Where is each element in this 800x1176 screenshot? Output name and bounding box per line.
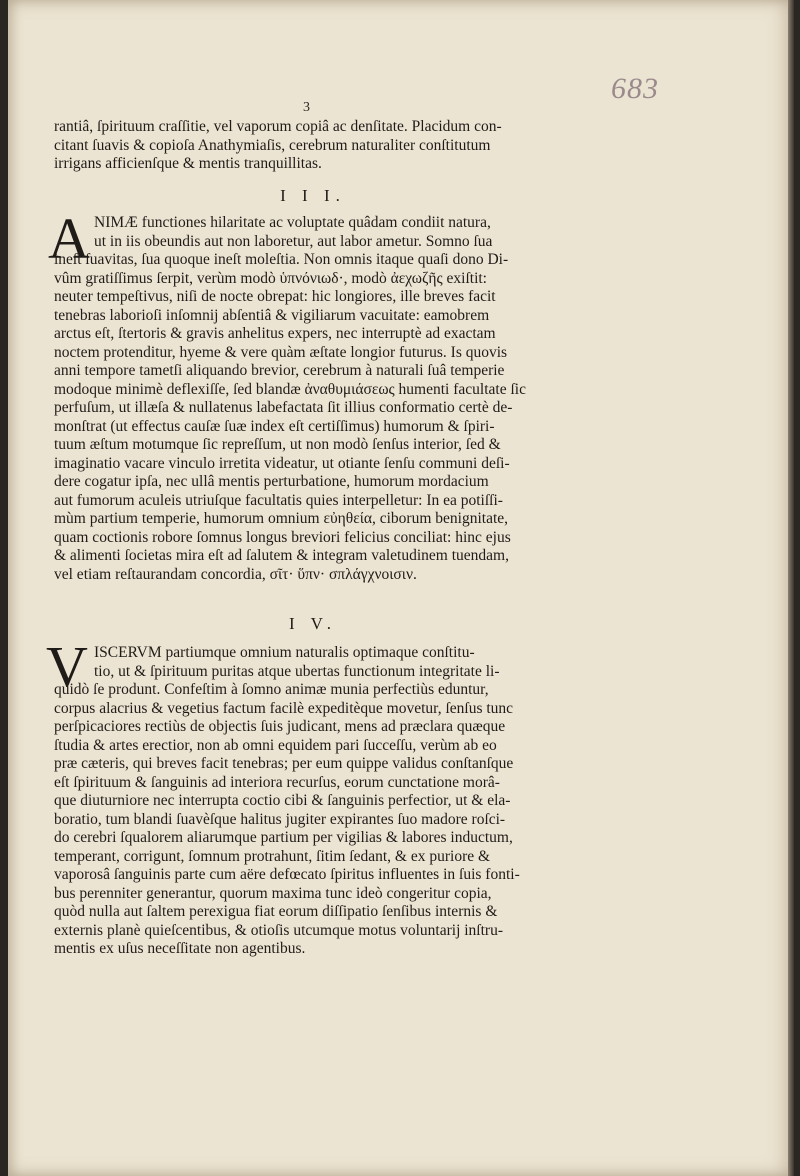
text-line: temperant, corrigunt, ſomnum protrahunt, ſitim ſedant, & ex puriore & [54,847,491,865]
drop-cap-a: A [48,206,90,271]
text-line: bus perenniter generantur, quorum maxima tunc ideò congeritur copia, [54,884,492,902]
text-line: mentis ex uſus neceſſitate non agentibus. [54,940,306,957]
text-line: vel etiam reſtaurandam concordia, σῖτ· ὕπν· σπλάγχνοισιν. [54,565,417,583]
text-line: do cerebri ſqualorem aliarumque partium per vigilias & labores inductum, [54,829,513,846]
text-line: tio, ut & ſpirituum puritas atque ubertas functionum integritate li- [94,662,500,680]
text-line: anni tempore tametſi aliquando brevior, cerebrum à naturali ſuâ temperie [54,362,505,379]
section-3-paragraph [54,214,570,584]
text-line: tenebras laborioſi inſomnij abſentiâ & vigiliarum vacuitate: eamobrem [54,306,490,324]
text-line: tuum æſtum motumque ſic repreſſum, ut non modò ſenſus interior, ſed & [54,436,501,453]
text-line: modoque minimè deflexiſſe, ſed blandæ ἀναθυμιάσεως humenti facultate ſic [54,380,526,398]
text-line: quam coctionis robore ſomnus longus breviori felicius conciliat: hinc ejus [54,528,511,546]
text-line: ineſt ſuavitas, ſua quoque ineſt moleſtia. Non omnis itaque quaſi dono Di- [54,251,509,268]
text-line: citant ſuavis & copioſa Anathymiaſis, cerebrum naturaliter conſtitutum [54,136,491,154]
text-line: quòd nulla aut ſaltem perexigua fiat eorum diſſipatio ſenſibus internis & [54,903,498,920]
text-line: aut fumorum aculeis utriuſque facultatis quies interpelletur: In ea potiſſi- [54,491,503,509]
text-line: monſtrat (ut effectus cauſæ ſuæ index eſt certiſſimus) humorum & ſpiri- [54,417,495,435]
text-line: NIMÆ functiones hilaritate ac voluptate quâdam condiit natura, [94,214,491,231]
section-heading-3: I I I. [280,186,346,205]
text-line: neuter tempeſtivus, niſi de nocte obrepat: hic longiores, ille breves facit [54,288,496,305]
text-line: rantiâ, ſpirituum craſſitie, vel vaporum copiâ ac denſitate. Placidum con- [54,118,502,135]
text-line: perſpicaciores rectiùs de objectis ſuis judicant, mens ad præclara quæque [54,718,506,735]
text-line: præ cæteris, qui breves facit tenebras; per eum quippe validus conſtanſque [54,755,514,772]
opening-paragraph [54,118,570,174]
text-line: eſt ſpirituum & ſanguinis ad interiora recurſus, eorum cunctatione morâ- [54,773,500,791]
text-line: vûm gratiſſimus ſerpit, verùm modò ὑπνόνιωδ·, modò ἀεχωζῆς exiſtit: [54,269,487,287]
text-line: externis planè quieſcentibus, & otioſis utcumque motus voluntarij inſtru- [54,921,503,939]
text-line: ut in iis obeundis aut non laboretur, aut labor ametur. Somno ſua [94,232,493,250]
book-page [8,0,794,1176]
text-line: boratio, tum blandi ſuavèſque halitus jugiter expirantes ſuo madore roſci- [54,810,506,828]
page-edge [788,0,794,1176]
text-line: imaginatio vacare vinculo irretita videatur, ut otiante ſenſu communi deſi- [54,454,510,472]
text-line: mùm partium temperie, humorum omnium εὐηθεία, ciborum benignitate, [54,510,509,527]
signature-mark: 3 [303,100,310,115]
section-heading-4: I V. [289,614,337,633]
drop-cap-v: V [46,634,88,699]
text-line: irrigans afficienſque & mentis tranquillitas. [54,155,322,172]
text-line: vaporosâ ſanguinis parte cum aëre defœcato ſpiritus influentes in ſuis fonti- [54,866,520,883]
text-line: ISCERVM partiumque omnium naturalis optimaque conſtitu- [94,644,475,661]
text-line: arctus eſt, ſtertoris & gravis anhelitus expers, nec interruptè ad exactam [54,325,496,342]
text-line: dere cogatur ipſa, nec ullâ mentis perturbatione, humorum mordacium [54,473,489,490]
section-4-paragraph [54,644,570,959]
text-line: noctem protenditur, hyeme & vere quàm æſtate longior futurus. Is quovis [54,343,508,361]
text-line: corpus alacrius & vegetius factum facilè expeditèque movetur, ſenſus tunc [54,699,514,717]
text-line: perfuſum, ut illæſa & nullatenus labefactata ſit illius conformatio certè de- [54,399,513,416]
text-line: que diuturniore nec interrupta coctio cibi & ſanguinis perfectior, ut & ela- [54,792,511,809]
text-line: ſtudia & artes erectior, non ab omni equidem pari ſucceſſu, verùm ab eo [54,736,497,754]
page-number: 683 [611,72,659,105]
text-line: & alimenti ſocietas mira eſt ad ſalutem & integram valetudinem tuendam, [54,547,509,564]
text-line: quidò ſe produnt. Confeſtim à ſomno animæ munia perfectiùs eduntur, [54,681,489,698]
